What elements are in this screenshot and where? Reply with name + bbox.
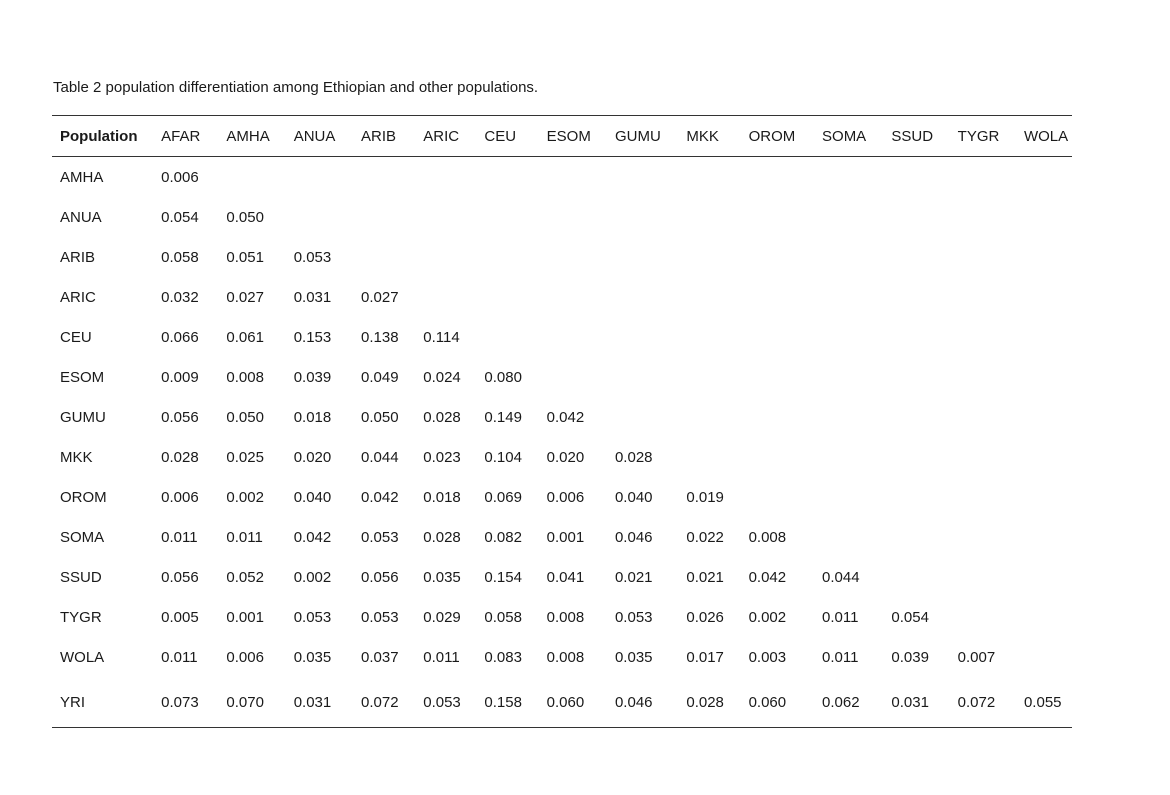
table-cell [686, 357, 748, 397]
table-cell: 0.037 [361, 648, 399, 666]
table-cell: 0.040 [293, 488, 332, 506]
table-cell: 0.039 [891, 648, 929, 666]
header-row [52, 116, 1072, 157]
table-cell: 0.055 [1023, 693, 1062, 711]
table-cell [615, 237, 686, 277]
table-cell [686, 437, 748, 477]
table-cell: 0.051 [226, 248, 264, 266]
table-cell: 0.070 [226, 693, 264, 711]
table-cell [686, 277, 748, 317]
table-body [52, 157, 1072, 728]
table-cell: 0.039 [293, 368, 332, 386]
table-cell [1024, 437, 1072, 477]
table-cell: 0.008 [546, 608, 585, 626]
table-cell: 0.058 [484, 608, 522, 626]
table-cell: 0.053 [361, 528, 399, 546]
table-cell: 0.138 [361, 328, 399, 346]
table-row [52, 437, 1072, 477]
column-header-mkk: MKK [686, 127, 719, 145]
table-cell: 0.050 [226, 408, 264, 426]
table-cell [484, 237, 546, 277]
table-cell: 0.073 [161, 693, 199, 711]
table-cell: 0.006 [161, 168, 199, 186]
table-row [52, 157, 1072, 198]
table-cell: 0.040 [614, 488, 653, 506]
table-cell [1024, 597, 1072, 637]
table-cell: 0.002 [748, 608, 787, 626]
table-cell [891, 237, 957, 277]
column-header-gumu: GUMU [614, 127, 661, 145]
table-cell: 0.006 [226, 648, 264, 666]
table-cell: 0.104 [484, 448, 522, 466]
table-cell: 0.019 [686, 488, 724, 506]
table-cell [891, 277, 957, 317]
table-cell [749, 317, 822, 357]
table-cell [958, 197, 1024, 237]
table-cell: 0.011 [423, 648, 460, 666]
table-cell [484, 197, 546, 237]
column-header-amha: AMHA [226, 127, 270, 145]
table-cell: 0.053 [614, 608, 653, 626]
column-header-ssud: SSUD [891, 127, 934, 145]
table-cell: 0.011 [226, 528, 263, 546]
table-cell: 0.050 [361, 408, 399, 426]
table-cell: 0.025 [226, 448, 264, 466]
column-header-ceu: CEU [484, 127, 517, 145]
table-cell [891, 557, 957, 597]
table-cell: 0.028 [423, 408, 461, 426]
table-cell [226, 157, 293, 198]
table-cell: 0.060 [546, 693, 585, 711]
column-header-anua: ANUA [293, 127, 336, 145]
table-cell [958, 517, 1024, 557]
table-cell: 0.042 [293, 528, 332, 546]
table-cell: 0.153 [293, 328, 332, 346]
table-row [52, 317, 1072, 357]
table-cell [361, 197, 423, 237]
table-cell: 0.069 [484, 488, 522, 506]
row-label: MKK [60, 448, 93, 466]
table-row [52, 197, 1072, 237]
table-cell: 0.031 [293, 693, 332, 711]
table-cell: 0.028 [686, 693, 724, 711]
table-cell [822, 437, 891, 477]
table-cell [615, 397, 686, 437]
table-cell [1024, 397, 1072, 437]
table-cell: 0.052 [226, 568, 264, 586]
table-cell: 0.002 [226, 488, 264, 506]
table-cell: 0.082 [484, 528, 522, 546]
table-cell: 0.011 [161, 528, 198, 546]
table-cell: 0.042 [546, 408, 585, 426]
table-cell: 0.009 [161, 368, 199, 386]
table-cell [547, 317, 615, 357]
row-label: ANUA [60, 208, 102, 226]
table-cell [686, 397, 748, 437]
table-cell [958, 437, 1024, 477]
table-cell [547, 157, 615, 198]
table-cell: 0.031 [293, 288, 332, 306]
table-cell: 0.046 [614, 528, 653, 546]
table-cell [686, 197, 748, 237]
table-cell: 0.017 [686, 648, 724, 666]
table-cell [686, 237, 748, 277]
table-cell [547, 357, 615, 397]
table-cell: 0.020 [293, 448, 332, 466]
column-header-afar: AFAR [161, 127, 201, 145]
table-cell: 0.049 [361, 368, 399, 386]
table-cell [749, 477, 822, 517]
table-row [52, 277, 1072, 317]
table-cell: 0.008 [226, 368, 264, 386]
table-cell [686, 317, 748, 357]
table-cell [749, 357, 822, 397]
table-cell: 0.003 [748, 648, 787, 666]
table-row [52, 237, 1072, 277]
table-caption: Table 2 population differentiation among Ethiopian and other populations. [53, 79, 539, 96]
table-cell [547, 237, 615, 277]
table-cell [1024, 277, 1072, 317]
table-cell [749, 157, 822, 198]
table-cell: 0.027 [361, 288, 399, 306]
table-cell: 0.021 [614, 568, 653, 586]
table-cell: 0.006 [161, 488, 199, 506]
table-cell: 0.022 [686, 528, 724, 546]
table-cell: 0.054 [161, 208, 199, 226]
table-cell: 0.053 [423, 693, 461, 711]
table-cell [484, 277, 546, 317]
row-label: ARIC [60, 288, 96, 306]
row-label: GUMU [60, 408, 106, 426]
table-cell: 0.050 [226, 208, 264, 226]
table-cell: 0.054 [891, 608, 929, 626]
row-label: ARIB [60, 248, 96, 266]
table-cell [822, 357, 891, 397]
table-cell: 0.028 [161, 448, 199, 466]
table-cell: 0.035 [614, 648, 653, 666]
row-label: CEU [60, 328, 92, 346]
table-cell: 0.027 [226, 288, 264, 306]
table-cell [484, 317, 546, 357]
table-cell [891, 357, 957, 397]
table-cell [822, 277, 891, 317]
table-cell [361, 157, 423, 198]
table-cell: 0.023 [423, 448, 461, 466]
table-cell: 0.044 [822, 568, 860, 586]
table-cell [423, 237, 484, 277]
table-cell [891, 197, 957, 237]
table-cell: 0.024 [423, 368, 461, 386]
column-header-arib: ARIB [361, 127, 397, 145]
table-cell [1024, 197, 1072, 237]
table-cell [891, 157, 957, 198]
table-cell [361, 237, 423, 277]
table-cell: 0.041 [546, 568, 585, 586]
table-cell [615, 357, 686, 397]
table-cell [1024, 517, 1072, 557]
table-cell: 0.058 [161, 248, 199, 266]
table-cell [615, 277, 686, 317]
table-cell: 0.035 [293, 648, 332, 666]
table-cell [822, 197, 891, 237]
table-cell [822, 317, 891, 357]
table-cell [822, 397, 891, 437]
table-cell: 0.018 [423, 488, 461, 506]
table-row [52, 357, 1072, 397]
row-label: TYGR [60, 608, 102, 626]
table-cell [749, 437, 822, 477]
table-cell [1024, 357, 1072, 397]
table-row [52, 597, 1072, 637]
table-cell [547, 277, 615, 317]
table-cell [1024, 557, 1072, 597]
table-cell: 0.114 [423, 328, 460, 346]
row-label: SOMA [60, 528, 105, 546]
table-cell [958, 157, 1024, 198]
table-cell: 0.007 [957, 648, 996, 666]
table-cell: 0.056 [161, 568, 199, 586]
table-cell [294, 197, 361, 237]
table-cell [958, 597, 1024, 637]
table-cell: 0.080 [484, 368, 522, 386]
table-cell [686, 157, 748, 198]
table-cell [423, 277, 484, 317]
table-cell [749, 237, 822, 277]
table-cell [749, 197, 822, 237]
table-cell [891, 437, 957, 477]
table-cell: 0.062 [822, 693, 860, 711]
row-label: ESOM [60, 368, 105, 386]
table-cell: 0.056 [161, 408, 199, 426]
table-cell: 0.021 [686, 568, 724, 586]
table-cell: 0.029 [423, 608, 461, 626]
table-cell: 0.056 [361, 568, 399, 586]
table-cell: 0.008 [546, 648, 585, 666]
table-cell [484, 157, 546, 198]
table-cell: 0.158 [484, 693, 522, 711]
table-cell [958, 357, 1024, 397]
table-cell: 0.011 [822, 608, 859, 626]
table-cell: 0.053 [293, 608, 332, 626]
table-row [52, 477, 1072, 517]
table-cell: 0.046 [614, 693, 653, 711]
table-cell [615, 317, 686, 357]
table-cell [958, 397, 1024, 437]
column-header-aric: ARIC [423, 127, 460, 145]
table-cell [547, 197, 615, 237]
table-row [52, 557, 1072, 597]
table-row [52, 677, 1072, 728]
table-cell: 0.044 [361, 448, 399, 466]
table-cell [1024, 317, 1072, 357]
table-cell: 0.018 [293, 408, 332, 426]
table-cell [958, 477, 1024, 517]
table-cell: 0.032 [161, 288, 199, 306]
table-cell [822, 157, 891, 198]
table-cell: 0.066 [161, 328, 199, 346]
table-cell [822, 517, 891, 557]
table-cell [1024, 637, 1072, 677]
table-cell: 0.149 [484, 408, 522, 426]
table-cell [749, 277, 822, 317]
table-row [52, 637, 1072, 677]
table-cell: 0.001 [546, 528, 585, 546]
table-cell [958, 237, 1024, 277]
table-cell [423, 197, 484, 237]
column-header-wola: WOLA [1023, 127, 1069, 145]
table-row [52, 397, 1072, 437]
table-cell [822, 477, 891, 517]
table-cell: 0.005 [161, 608, 199, 626]
table-cell: 0.072 [957, 693, 996, 711]
column-header-orom: OROM [748, 127, 796, 145]
table-cell [749, 397, 822, 437]
table-cell [1024, 477, 1072, 517]
corner-header: Population [60, 127, 138, 145]
row-label: WOLA [60, 648, 105, 666]
table-cell: 0.072 [361, 693, 399, 711]
table-cell: 0.035 [423, 568, 461, 586]
table-cell [294, 157, 361, 198]
table-cell [615, 197, 686, 237]
column-header-esom: ESOM [546, 127, 591, 145]
row-label: SSUD [60, 568, 102, 586]
table-cell: 0.083 [484, 648, 522, 666]
table-cell: 0.001 [226, 608, 264, 626]
table-cell: 0.028 [614, 448, 653, 466]
table-cell: 0.020 [546, 448, 585, 466]
table-cell: 0.006 [546, 488, 585, 506]
fst-table [52, 115, 1072, 728]
table-cell: 0.154 [484, 568, 522, 586]
row-label: OROM [60, 488, 107, 506]
table-cell: 0.011 [161, 648, 198, 666]
table-cell: 0.042 [748, 568, 787, 586]
table-cell [822, 237, 891, 277]
row-label: YRI [60, 693, 86, 711]
table-cell: 0.008 [748, 528, 787, 546]
table-cell [958, 557, 1024, 597]
table-cell [1024, 157, 1072, 198]
table-cell [423, 157, 484, 198]
table-cell: 0.011 [822, 648, 859, 666]
column-header-soma: SOMA [822, 127, 867, 145]
table-cell [615, 157, 686, 198]
table-cell: 0.028 [423, 528, 461, 546]
table-cell [891, 397, 957, 437]
table-row [52, 517, 1072, 557]
table-cell: 0.061 [226, 328, 264, 346]
row-label: AMHA [60, 168, 104, 186]
table-cell: 0.031 [891, 693, 929, 711]
fst-table-container [52, 115, 1072, 728]
table-cell [958, 277, 1024, 317]
table-cell: 0.002 [293, 568, 332, 586]
table-cell: 0.060 [748, 693, 787, 711]
table-cell: 0.042 [361, 488, 399, 506]
table-cell: 0.053 [293, 248, 332, 266]
table-cell [891, 317, 957, 357]
table-cell: 0.026 [686, 608, 724, 626]
table-cell [891, 517, 957, 557]
column-header-tygr: TYGR [957, 127, 1000, 145]
table-cell [1024, 237, 1072, 277]
table-cell [958, 317, 1024, 357]
table-cell [891, 477, 957, 517]
table-cell: 0.053 [361, 608, 399, 626]
